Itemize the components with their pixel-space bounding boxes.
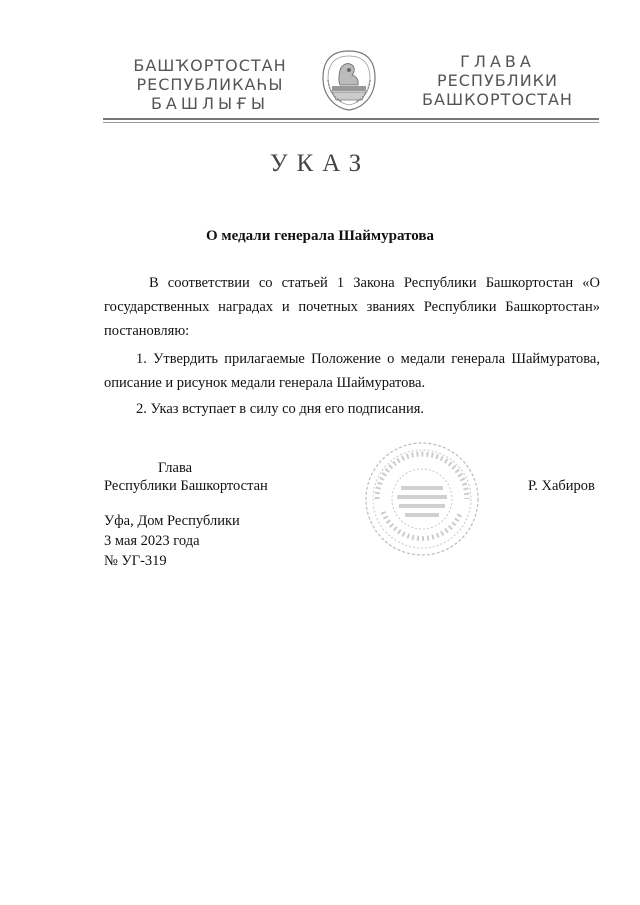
paragraph-preamble: В соответствии со статьей 1 Закона Республики Башкортостан «О государственных наградах и почетных званиях Республики Башкортостан» постановляю: bbox=[104, 275, 600, 339]
header-left-line-3: БАШЛЫҒЫ bbox=[150, 94, 270, 113]
header-left-block bbox=[110, 56, 310, 113]
header-left-line-1: БАШҠОРТОСТАН bbox=[133, 56, 287, 75]
header-left-line-2: РЕСПУБЛИКАҺЫ bbox=[136, 75, 284, 94]
header-right-block bbox=[410, 52, 585, 109]
document-title: УКАЗ bbox=[269, 150, 371, 177]
paragraph-item-2: 2. Указ вступает в силу со дня его подписания. bbox=[136, 401, 425, 417]
signing-date: 3 мая 2023 года bbox=[104, 533, 200, 549]
header-right-line-2: РЕСПУБЛИКИ bbox=[436, 71, 558, 90]
signatory-name: Р. Хабиров bbox=[528, 478, 595, 494]
signing-location: Уфа, Дом Республики bbox=[104, 513, 240, 529]
decree-number: № УГ-319 bbox=[104, 553, 167, 569]
header-divider-thick bbox=[103, 118, 599, 120]
header-divider-thin bbox=[103, 122, 599, 123]
header-right-line-3: БАШКОРТОСТАН bbox=[422, 90, 573, 109]
official-seal-icon bbox=[363, 440, 481, 558]
header-right-line-1: ГЛАВА bbox=[460, 52, 535, 71]
paragraph-item-1: 1. Утвердить прилагаемые Положение о медали генерала Шаймуратова, описание и рисунок медали генерала Шаймуратова. bbox=[104, 351, 600, 391]
signature-position-line2: Республики Башкортостан bbox=[104, 478, 268, 494]
document-subtitle: О медали генерала Шаймуратова bbox=[205, 228, 435, 244]
coat-of-arms-icon bbox=[318, 48, 380, 112]
signature-position-line1: Глава bbox=[158, 460, 193, 476]
